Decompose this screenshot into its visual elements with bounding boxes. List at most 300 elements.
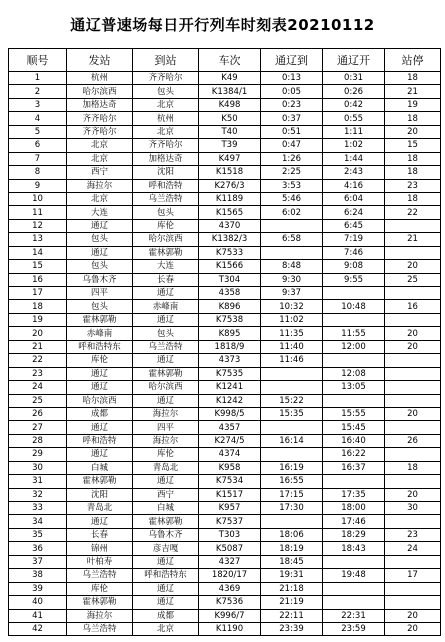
cell-arrival: 0:47 [261, 139, 323, 152]
cell-index: 1 [9, 72, 67, 85]
cell-destination: 加格达奇 [133, 152, 199, 165]
cell-train-number: K957 [199, 502, 261, 515]
cell-destination: 西宁 [133, 488, 199, 501]
cell-origin: 齐齐哈尔 [67, 125, 133, 138]
cell-index: 34 [9, 515, 67, 528]
cell-origin: 包头 [67, 233, 133, 246]
table-row [9, 502, 441, 515]
cell-train-number: 4358 [199, 287, 261, 300]
cell-departure: 7:19 [323, 233, 385, 246]
cell-origin: 霍林郭勒 [67, 475, 133, 488]
table-row [9, 582, 441, 595]
cell-stop-minutes: 17 [385, 569, 441, 582]
cell-destination: 包头 [133, 327, 199, 340]
cell-train-number: K1517 [199, 488, 261, 501]
table-row [9, 112, 441, 125]
cell-index: 33 [9, 502, 67, 515]
cell-arrival: 21:18 [261, 582, 323, 595]
cell-departure [323, 475, 385, 488]
cell-arrival: 8:48 [261, 260, 323, 273]
cell-origin: 沈阳 [67, 488, 133, 501]
cell-departure: 6:24 [323, 206, 385, 219]
table-row [9, 434, 441, 447]
cell-destination: 齐齐哈尔 [133, 139, 199, 152]
cell-origin: 包头 [67, 260, 133, 273]
cell-stop-minutes [385, 582, 441, 595]
cell-departure [323, 354, 385, 367]
cell-destination: 北京 [133, 125, 199, 138]
cell-departure: 6:45 [323, 219, 385, 232]
cell-stop-minutes: 26 [385, 434, 441, 447]
cell-index: 16 [9, 273, 67, 286]
cell-index: 30 [9, 461, 67, 474]
cell-origin: 通辽 [67, 515, 133, 528]
cell-stop-minutes: 20 [385, 609, 441, 622]
cell-origin: 霍林郭勒 [67, 596, 133, 609]
cell-origin: 通辽 [67, 421, 133, 434]
cell-index: 23 [9, 367, 67, 380]
table-row [9, 448, 441, 461]
cell-stop-minutes [385, 313, 441, 326]
cell-destination: 沈阳 [133, 166, 199, 179]
cell-departure: 16:40 [323, 434, 385, 447]
cell-departure: 10:48 [323, 300, 385, 313]
cell-destination: 白城 [133, 502, 199, 515]
cell-index: 36 [9, 542, 67, 555]
col-header-index: 顺号 [9, 49, 67, 72]
cell-arrival: 9:30 [261, 273, 323, 286]
cell-departure: 18:00 [323, 502, 385, 515]
cell-arrival: 11:46 [261, 354, 323, 367]
cell-arrival [261, 246, 323, 259]
col-header-destination: 到站 [133, 49, 199, 72]
cell-index: 14 [9, 246, 67, 259]
cell-destination: 通辽 [133, 313, 199, 326]
cell-arrival: 16:14 [261, 434, 323, 447]
cell-destination: 杭州 [133, 112, 199, 125]
cell-train-number: K1566 [199, 260, 261, 273]
cell-stop-minutes [385, 596, 441, 609]
cell-stop-minutes: 21 [385, 233, 441, 246]
cell-departure: 15:45 [323, 421, 385, 434]
cell-arrival: 19:31 [261, 569, 323, 582]
cell-departure [323, 287, 385, 300]
table-row [9, 327, 441, 340]
cell-departure: 1:02 [323, 139, 385, 152]
cell-arrival: 2:25 [261, 166, 323, 179]
cell-stop-minutes: 24 [385, 542, 441, 555]
cell-departure: 16:37 [323, 461, 385, 474]
table-row [9, 300, 441, 313]
table-row [9, 85, 441, 98]
cell-destination: 通辽 [133, 555, 199, 568]
table-row [9, 367, 441, 380]
cell-train-number: 4373 [199, 354, 261, 367]
cell-origin: 呼和浩特东 [67, 340, 133, 353]
cell-arrival: 16:19 [261, 461, 323, 474]
cell-destination: 库伦 [133, 448, 199, 461]
cell-train-number: 4357 [199, 421, 261, 434]
cell-arrival: 0:23 [261, 98, 323, 111]
cell-index: 12 [9, 219, 67, 232]
cell-destination: 包头 [133, 85, 199, 98]
cell-destination: 乌鲁木齐 [133, 528, 199, 541]
cell-train-number: K7534 [199, 475, 261, 488]
cell-destination: 通辽 [133, 354, 199, 367]
cell-origin: 海拉尔 [67, 609, 133, 622]
cell-origin: 北京 [67, 139, 133, 152]
cell-arrival: 9:37 [261, 287, 323, 300]
cell-origin: 海拉尔 [67, 179, 133, 192]
cell-departure: 18:29 [323, 528, 385, 541]
table-row [9, 166, 441, 179]
cell-destination: 大连 [133, 260, 199, 273]
timetable [8, 48, 441, 636]
cell-index: 31 [9, 475, 67, 488]
cell-stop-minutes [385, 555, 441, 568]
cell-arrival: 10:32 [261, 300, 323, 313]
cell-train-number: 4374 [199, 448, 261, 461]
cell-stop-minutes: 20 [385, 488, 441, 501]
cell-destination: 霍林郭勒 [133, 515, 199, 528]
table-row [9, 152, 441, 165]
table-row [9, 273, 441, 286]
cell-train-number: K1190 [199, 622, 261, 635]
table-row [9, 555, 441, 568]
cell-departure: 0:31 [323, 72, 385, 85]
cell-index: 27 [9, 421, 67, 434]
cell-stop-minutes: 16 [385, 300, 441, 313]
cell-destination: 彦吉嘎 [133, 542, 199, 555]
cell-origin: 乌兰浩特 [67, 622, 133, 635]
cell-stop-minutes: 18 [385, 192, 441, 205]
cell-stop-minutes: 19 [385, 98, 441, 111]
cell-arrival: 22:11 [261, 609, 323, 622]
cell-train-number: K7535 [199, 367, 261, 380]
cell-index: 15 [9, 260, 67, 273]
cell-departure: 0:26 [323, 85, 385, 98]
cell-arrival [261, 219, 323, 232]
cell-train-number: 1820/17 [199, 569, 261, 582]
cell-index: 42 [9, 622, 67, 635]
cell-train-number: K1241 [199, 381, 261, 394]
cell-origin: 锦州 [67, 542, 133, 555]
cell-train-number: K1565 [199, 206, 261, 219]
cell-train-number: 4369 [199, 582, 261, 595]
cell-departure [323, 313, 385, 326]
cell-arrival: 18:45 [261, 555, 323, 568]
table-row [9, 596, 441, 609]
cell-departure: 1:44 [323, 152, 385, 165]
cell-departure: 7:46 [323, 246, 385, 259]
cell-origin: 霍林郭勒 [67, 313, 133, 326]
cell-departure: 6:04 [323, 192, 385, 205]
col-header-stop-minutes: 站停 [385, 49, 441, 72]
cell-departure: 12:00 [323, 340, 385, 353]
cell-stop-minutes: 20 [385, 260, 441, 273]
table-row [9, 569, 441, 582]
cell-origin: 北京 [67, 192, 133, 205]
cell-stop-minutes: 25 [385, 273, 441, 286]
cell-arrival: 6:02 [261, 206, 323, 219]
cell-train-number: K49 [199, 72, 261, 85]
cell-stop-minutes [385, 448, 441, 461]
cell-arrival: 3:53 [261, 179, 323, 192]
cell-arrival: 11:40 [261, 340, 323, 353]
cell-destination: 通辽 [133, 475, 199, 488]
cell-destination: 长春 [133, 273, 199, 286]
cell-arrival [261, 448, 323, 461]
cell-departure: 13:05 [323, 381, 385, 394]
table-row [9, 313, 441, 326]
cell-index: 37 [9, 555, 67, 568]
cell-destination: 赤峰南 [133, 300, 199, 313]
cell-train-number: K50 [199, 112, 261, 125]
cell-origin: 齐齐哈尔 [67, 112, 133, 125]
cell-arrival: 6:58 [261, 233, 323, 246]
cell-arrival: 16:55 [261, 475, 323, 488]
cell-destination: 北京 [133, 98, 199, 111]
table-row [9, 609, 441, 622]
cell-arrival: 18:06 [261, 528, 323, 541]
cell-train-number: K1384/1 [199, 85, 261, 98]
cell-origin: 库伦 [67, 354, 133, 367]
cell-stop-minutes [385, 475, 441, 488]
cell-stop-minutes [385, 354, 441, 367]
cell-train-number: K895 [199, 327, 261, 340]
cell-train-number: K1189 [199, 192, 261, 205]
cell-departure: 22:31 [323, 609, 385, 622]
cell-arrival [261, 381, 323, 394]
cell-stop-minutes [385, 394, 441, 407]
cell-destination: 通辽 [133, 394, 199, 407]
col-header-train-number: 车次 [199, 49, 261, 72]
cell-train-number: K896 [199, 300, 261, 313]
cell-index: 13 [9, 233, 67, 246]
cell-origin: 杭州 [67, 72, 133, 85]
cell-stop-minutes: 18 [385, 152, 441, 165]
cell-departure: 15:55 [323, 407, 385, 420]
cell-stop-minutes [385, 421, 441, 434]
cell-index: 5 [9, 125, 67, 138]
cell-destination: 乌兰浩特 [133, 340, 199, 353]
cell-index: 26 [9, 407, 67, 420]
cell-arrival: 17:30 [261, 502, 323, 515]
cell-destination: 通辽 [133, 582, 199, 595]
cell-index: 17 [9, 287, 67, 300]
cell-arrival: 11:02 [261, 313, 323, 326]
table-row [9, 192, 441, 205]
cell-origin: 白城 [67, 461, 133, 474]
table-row [9, 461, 441, 474]
cell-destination: 哈尔滨西 [133, 233, 199, 246]
cell-destination: 呼和浩特东 [133, 569, 199, 582]
cell-origin: 通辽 [67, 219, 133, 232]
table-row [9, 488, 441, 501]
cell-origin: 库伦 [67, 582, 133, 595]
table-row [9, 246, 441, 259]
cell-departure: 17:35 [323, 488, 385, 501]
cell-train-number: K5087 [199, 542, 261, 555]
cell-origin: 乌鲁木齐 [67, 273, 133, 286]
cell-stop-minutes: 22 [385, 206, 441, 219]
cell-departure: 0:42 [323, 98, 385, 111]
table-row [9, 139, 441, 152]
cell-arrival: 0:13 [261, 72, 323, 85]
cell-destination: 库伦 [133, 219, 199, 232]
cell-stop-minutes: 18 [385, 166, 441, 179]
cell-stop-minutes: 23 [385, 528, 441, 541]
table-row [9, 475, 441, 488]
cell-arrival: 18:19 [261, 542, 323, 555]
cell-index: 18 [9, 300, 67, 313]
cell-index: 7 [9, 152, 67, 165]
cell-origin: 通辽 [67, 448, 133, 461]
cell-destination: 北京 [133, 622, 199, 635]
table-row [9, 542, 441, 555]
cell-departure: 19:48 [323, 569, 385, 582]
cell-origin: 加格达奇 [67, 98, 133, 111]
cell-destination: 成都 [133, 609, 199, 622]
cell-destination: 青岛北 [133, 461, 199, 474]
cell-train-number: K7536 [199, 596, 261, 609]
timetable-body [9, 72, 441, 636]
cell-departure [323, 582, 385, 595]
cell-index: 10 [9, 192, 67, 205]
cell-stop-minutes: 18 [385, 72, 441, 85]
cell-index: 35 [9, 528, 67, 541]
cell-index: 11 [9, 206, 67, 219]
cell-destination: 齐齐哈尔 [133, 72, 199, 85]
page-title: 通辽普速场每日开行列车时刻表20210112 [70, 15, 375, 34]
cell-train-number: T303 [199, 528, 261, 541]
cell-destination: 海拉尔 [133, 407, 199, 420]
cell-stop-minutes: 18 [385, 112, 441, 125]
cell-arrival [261, 515, 323, 528]
cell-departure: 12:08 [323, 367, 385, 380]
cell-departure: 16:22 [323, 448, 385, 461]
cell-index: 3 [9, 98, 67, 111]
cell-index: 20 [9, 327, 67, 340]
table-row [9, 179, 441, 192]
cell-stop-minutes: 15 [385, 139, 441, 152]
cell-departure: 9:08 [323, 260, 385, 273]
cell-origin: 西宁 [67, 166, 133, 179]
cell-origin: 北京 [67, 152, 133, 165]
cell-origin: 四平 [67, 287, 133, 300]
cell-index: 6 [9, 139, 67, 152]
cell-arrival: 15:35 [261, 407, 323, 420]
cell-destination: 海拉尔 [133, 434, 199, 447]
cell-index: 4 [9, 112, 67, 125]
table-row [9, 219, 441, 232]
cell-departure: 9:55 [323, 273, 385, 286]
cell-origin: 哈尔滨西 [67, 85, 133, 98]
cell-index: 38 [9, 569, 67, 582]
cell-origin: 呼和浩特 [67, 434, 133, 447]
cell-index: 32 [9, 488, 67, 501]
cell-train-number: 4370 [199, 219, 261, 232]
cell-destination: 霍林郭勒 [133, 367, 199, 380]
cell-train-number: K498 [199, 98, 261, 111]
cell-train-number: K497 [199, 152, 261, 165]
table-row [9, 233, 441, 246]
cell-stop-minutes [385, 367, 441, 380]
cell-stop-minutes: 21 [385, 85, 441, 98]
cell-stop-minutes [385, 287, 441, 300]
cell-arrival [261, 421, 323, 434]
cell-train-number: K1242 [199, 394, 261, 407]
cell-departure: 2:43 [323, 166, 385, 179]
cell-arrival: 23:39 [261, 622, 323, 635]
cell-index: 24 [9, 381, 67, 394]
cell-stop-minutes: 20 [385, 407, 441, 420]
cell-train-number: K274/5 [199, 434, 261, 447]
cell-origin: 通辽 [67, 367, 133, 380]
cell-train-number: K1382/3 [199, 233, 261, 246]
table-row [9, 125, 441, 138]
col-header-origin: 发站 [67, 49, 133, 72]
cell-index: 9 [9, 179, 67, 192]
cell-index: 25 [9, 394, 67, 407]
cell-origin: 长春 [67, 528, 133, 541]
table-row [9, 340, 441, 353]
table-row [9, 515, 441, 528]
cell-index: 41 [9, 609, 67, 622]
cell-train-number: K7538 [199, 313, 261, 326]
cell-arrival: 0:37 [261, 112, 323, 125]
cell-train-number: T40 [199, 125, 261, 138]
col-header-departure: 通辽开 [323, 49, 385, 72]
header-row [9, 49, 441, 72]
cell-departure: 18:43 [323, 542, 385, 555]
cell-train-number: K276/3 [199, 179, 261, 192]
cell-stop-minutes: 30 [385, 502, 441, 515]
cell-departure: 17:46 [323, 515, 385, 528]
cell-origin: 乌兰浩特 [67, 569, 133, 582]
cell-train-number: 4327 [199, 555, 261, 568]
cell-stop-minutes [385, 515, 441, 528]
cell-departure: 1:11 [323, 125, 385, 138]
table-row [9, 528, 441, 541]
cell-departure: 0:55 [323, 112, 385, 125]
cell-train-number: 1818/9 [199, 340, 261, 353]
col-header-arrival: 通辽到 [261, 49, 323, 72]
cell-index: 39 [9, 582, 67, 595]
cell-stop-minutes: 20 [385, 125, 441, 138]
cell-destination: 乌兰浩特 [133, 192, 199, 205]
cell-stop-minutes [385, 219, 441, 232]
cell-index: 8 [9, 166, 67, 179]
cell-stop-minutes: 20 [385, 327, 441, 340]
cell-origin: 青岛北 [67, 502, 133, 515]
table-row [9, 394, 441, 407]
cell-train-number: K1518 [199, 166, 261, 179]
cell-arrival: 11:35 [261, 327, 323, 340]
cell-destination: 包头 [133, 206, 199, 219]
table-row [9, 407, 441, 420]
cell-origin: 通辽 [67, 381, 133, 394]
table-row [9, 98, 441, 111]
cell-departure: 11:55 [323, 327, 385, 340]
cell-arrival: 17:15 [261, 488, 323, 501]
cell-arrival: 5:46 [261, 192, 323, 205]
cell-destination: 四平 [133, 421, 199, 434]
cell-destination: 通辽 [133, 596, 199, 609]
table-row [9, 72, 441, 85]
cell-train-number: K958 [199, 461, 261, 474]
cell-stop-minutes: 20 [385, 340, 441, 353]
